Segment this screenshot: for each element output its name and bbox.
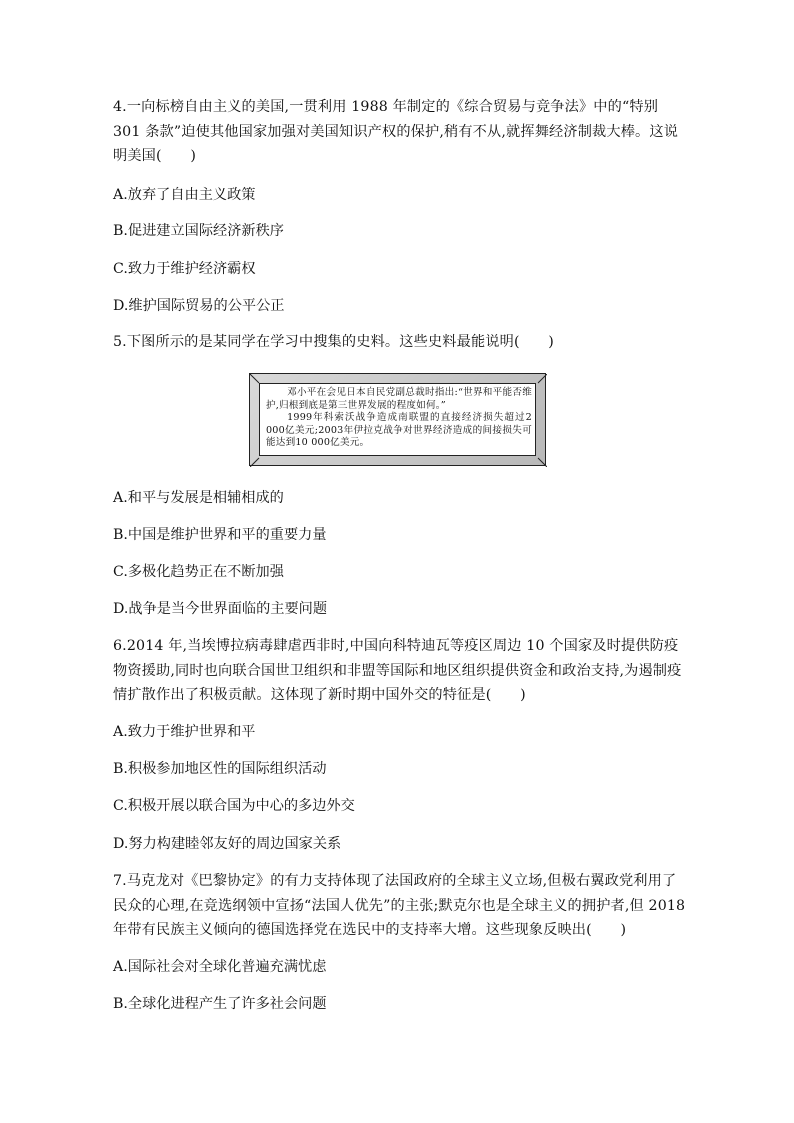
question-6-option-d: D.努力构建睦邻友好的周边国家关系 — [113, 836, 342, 852]
question-6-option-a: A.致力于维护世界和平 — [113, 724, 256, 740]
source-loss-paragraph: 1999年科索沃战争造成南联盟的直接经济损失超过2 000亿美元;2003年伊拉克战争对世界经济造成的间接损失可能达到10 000亿美元。 — [266, 412, 532, 448]
question-4-option-a: A.放弃了自由主义政策 — [113, 187, 256, 203]
question-5-option-d: D.战争是当今世界面临的主要问题 — [113, 601, 328, 617]
question-4-option-d: D.维护国际贸易的公平公正 — [113, 298, 285, 314]
source-material-frame — [249, 373, 546, 466]
question-6-stem: 6.2014 年,当埃博拉病毒肆虐西非时,中国向科特迪瓦等疫区周边 10 个国家及时提供防疫物资援助,同时也向联合国世卫组织和非盟等国际和地区组织提供资金和政治支持,为遏制疫情扩散作出了积极贡献。这体现了新时期中国外交的特征是( ) — [113, 638, 682, 703]
question-6-option-b: B.积极参加地区性的国际组织活动 — [113, 761, 327, 777]
question-4-stem: 4.一向标榜自由主义的美国,一贯利用 1988 年制定的《综合贸易与竞争法》中的“特别 301 条款”迫使其他国家加强对美国知识产权的保护,稍有不从,就挥舞经济制裁大棒。这说明美国( ) — [113, 99, 679, 164]
question-5-option-a: A.和平与发展是相辅相成的 — [113, 490, 284, 506]
question-6-option-c: C.积极开展以联合国为中心的多边外交 — [113, 798, 355, 814]
question-5-option-c: C.多极化趋势正在不断加强 — [113, 564, 284, 580]
question-7-option-a: A.国际社会对全球化普遍充满忧虑 — [113, 959, 327, 975]
question-5-option-b: B.中国是维护世界和平的重要力量 — [113, 527, 327, 543]
source-quote-paragraph: 邓小平在会见日本自民党副总裁时指出:“世界和平能否维护,归根到底是第三世界发展的程度如何。” — [266, 387, 532, 411]
source-material-box — [259, 383, 536, 456]
question-4-option-c: C.致力于维护经济霸权 — [113, 261, 256, 277]
question-7-option-b: B.全球化进程产生了许多社会问题 — [113, 996, 327, 1012]
question-4-option-b: B.促进建立国际经济新秩序 — [113, 223, 284, 239]
question-7-stem: 7.马克龙对《巴黎协定》的有力支持体现了法国政府的全球主义立场,但极右翼政党利用了民众的心理,在竞选纲领中宣扬“法国人优先”的主张;默克尔也是全球主义的拥护者,但 2018 年带有民族主义倾向的德国选择党在选民中的支持率大增。这些现象反映出( ) — [113, 873, 686, 938]
question-5-stem: 5.下图所示的是某同学在学习中搜集的史料。这些史料最能说明( ) — [113, 334, 554, 350]
